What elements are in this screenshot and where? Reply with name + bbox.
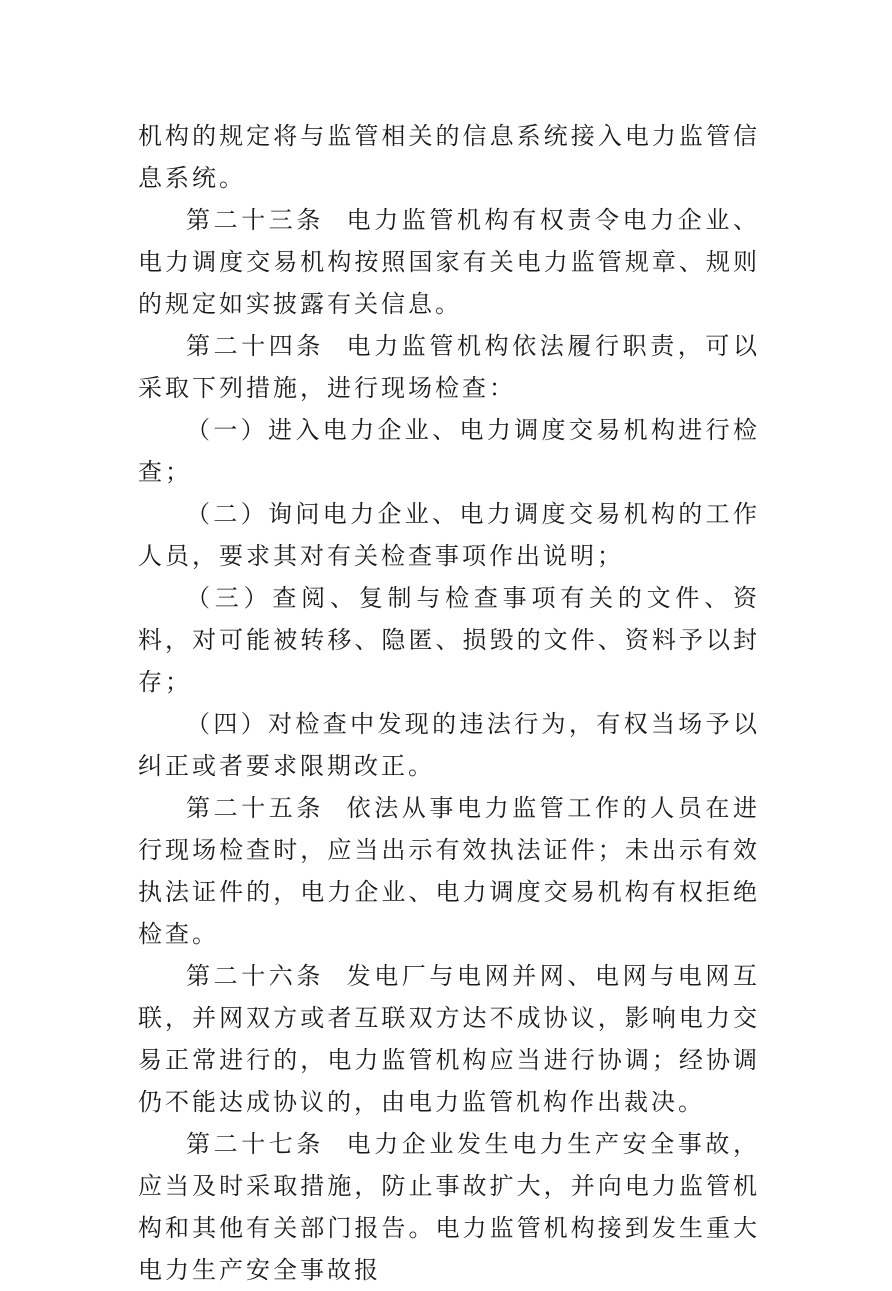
list-item-2	[138, 493, 760, 577]
list-item-text: （四）对检查中发现的违法行为，有权当场予以纠正或者要求限期改正。	[138, 710, 760, 780]
list-item-1	[138, 409, 760, 493]
article-text: 发电厂与电网并网、电网与电网互联，并网双方或者互联双方达不成协议，影响电力交易正常进行的，电力监管机构应当进行协调；经协调仍不能达成协议的，由电力监管机构作出裁决。	[138, 962, 760, 1116]
list-item-4	[138, 703, 760, 787]
article-text: 电力监管机构有权责令电力企业、电力调度交易机构按照国家有关电力监管规章、规则的规定如实披露有关信息。	[138, 206, 760, 318]
list-item-3	[138, 577, 760, 703]
article-26	[138, 955, 760, 1123]
list-item-text: （二）询问电力企业、电力调度交易机构的工作人员，要求其对有关检查事项作出说明；	[138, 500, 760, 570]
article-23	[138, 199, 760, 325]
article-text: 电力监管机构依法履行职责，可以采取下列措施，进行现场检查：	[138, 332, 760, 402]
article-number: 第二十六条	[186, 962, 324, 990]
paragraph-continuation	[138, 115, 760, 199]
article-25	[138, 787, 760, 955]
article-number: 第二十五条	[186, 794, 324, 822]
article-24	[138, 325, 760, 409]
body-text	[138, 115, 760, 1291]
list-item-text: （一）进入电力企业、电力调度交易机构进行检查；	[138, 416, 760, 486]
article-text: 依法从事电力监管工作的人员在进行现场检查时，应当出示有效执法证件；未出示有效执法证件的，电力企业、电力调度交易机构有权拒绝检查。	[138, 794, 760, 948]
article-number: 第二十三条	[186, 206, 324, 234]
paragraph-text: 机构的规定将与监管相关的信息系统接入电力监管信息系统。	[138, 122, 760, 192]
article-27	[138, 1123, 760, 1291]
list-item-text: （三）查阅、复制与检查事项有关的文件、资料，对可能被转移、隐匿、损毁的文件、资料予以封存；	[138, 584, 760, 696]
article-number: 第二十七条	[186, 1130, 324, 1158]
article-number: 第二十四条	[186, 332, 324, 360]
article-text: 电力企业发生电力生产安全事故，应当及时采取措施，防止事故扩大，并向电力监管机构和其他有关部门报告。电力监管机构接到发生重大电力生产安全事故报	[138, 1130, 760, 1284]
